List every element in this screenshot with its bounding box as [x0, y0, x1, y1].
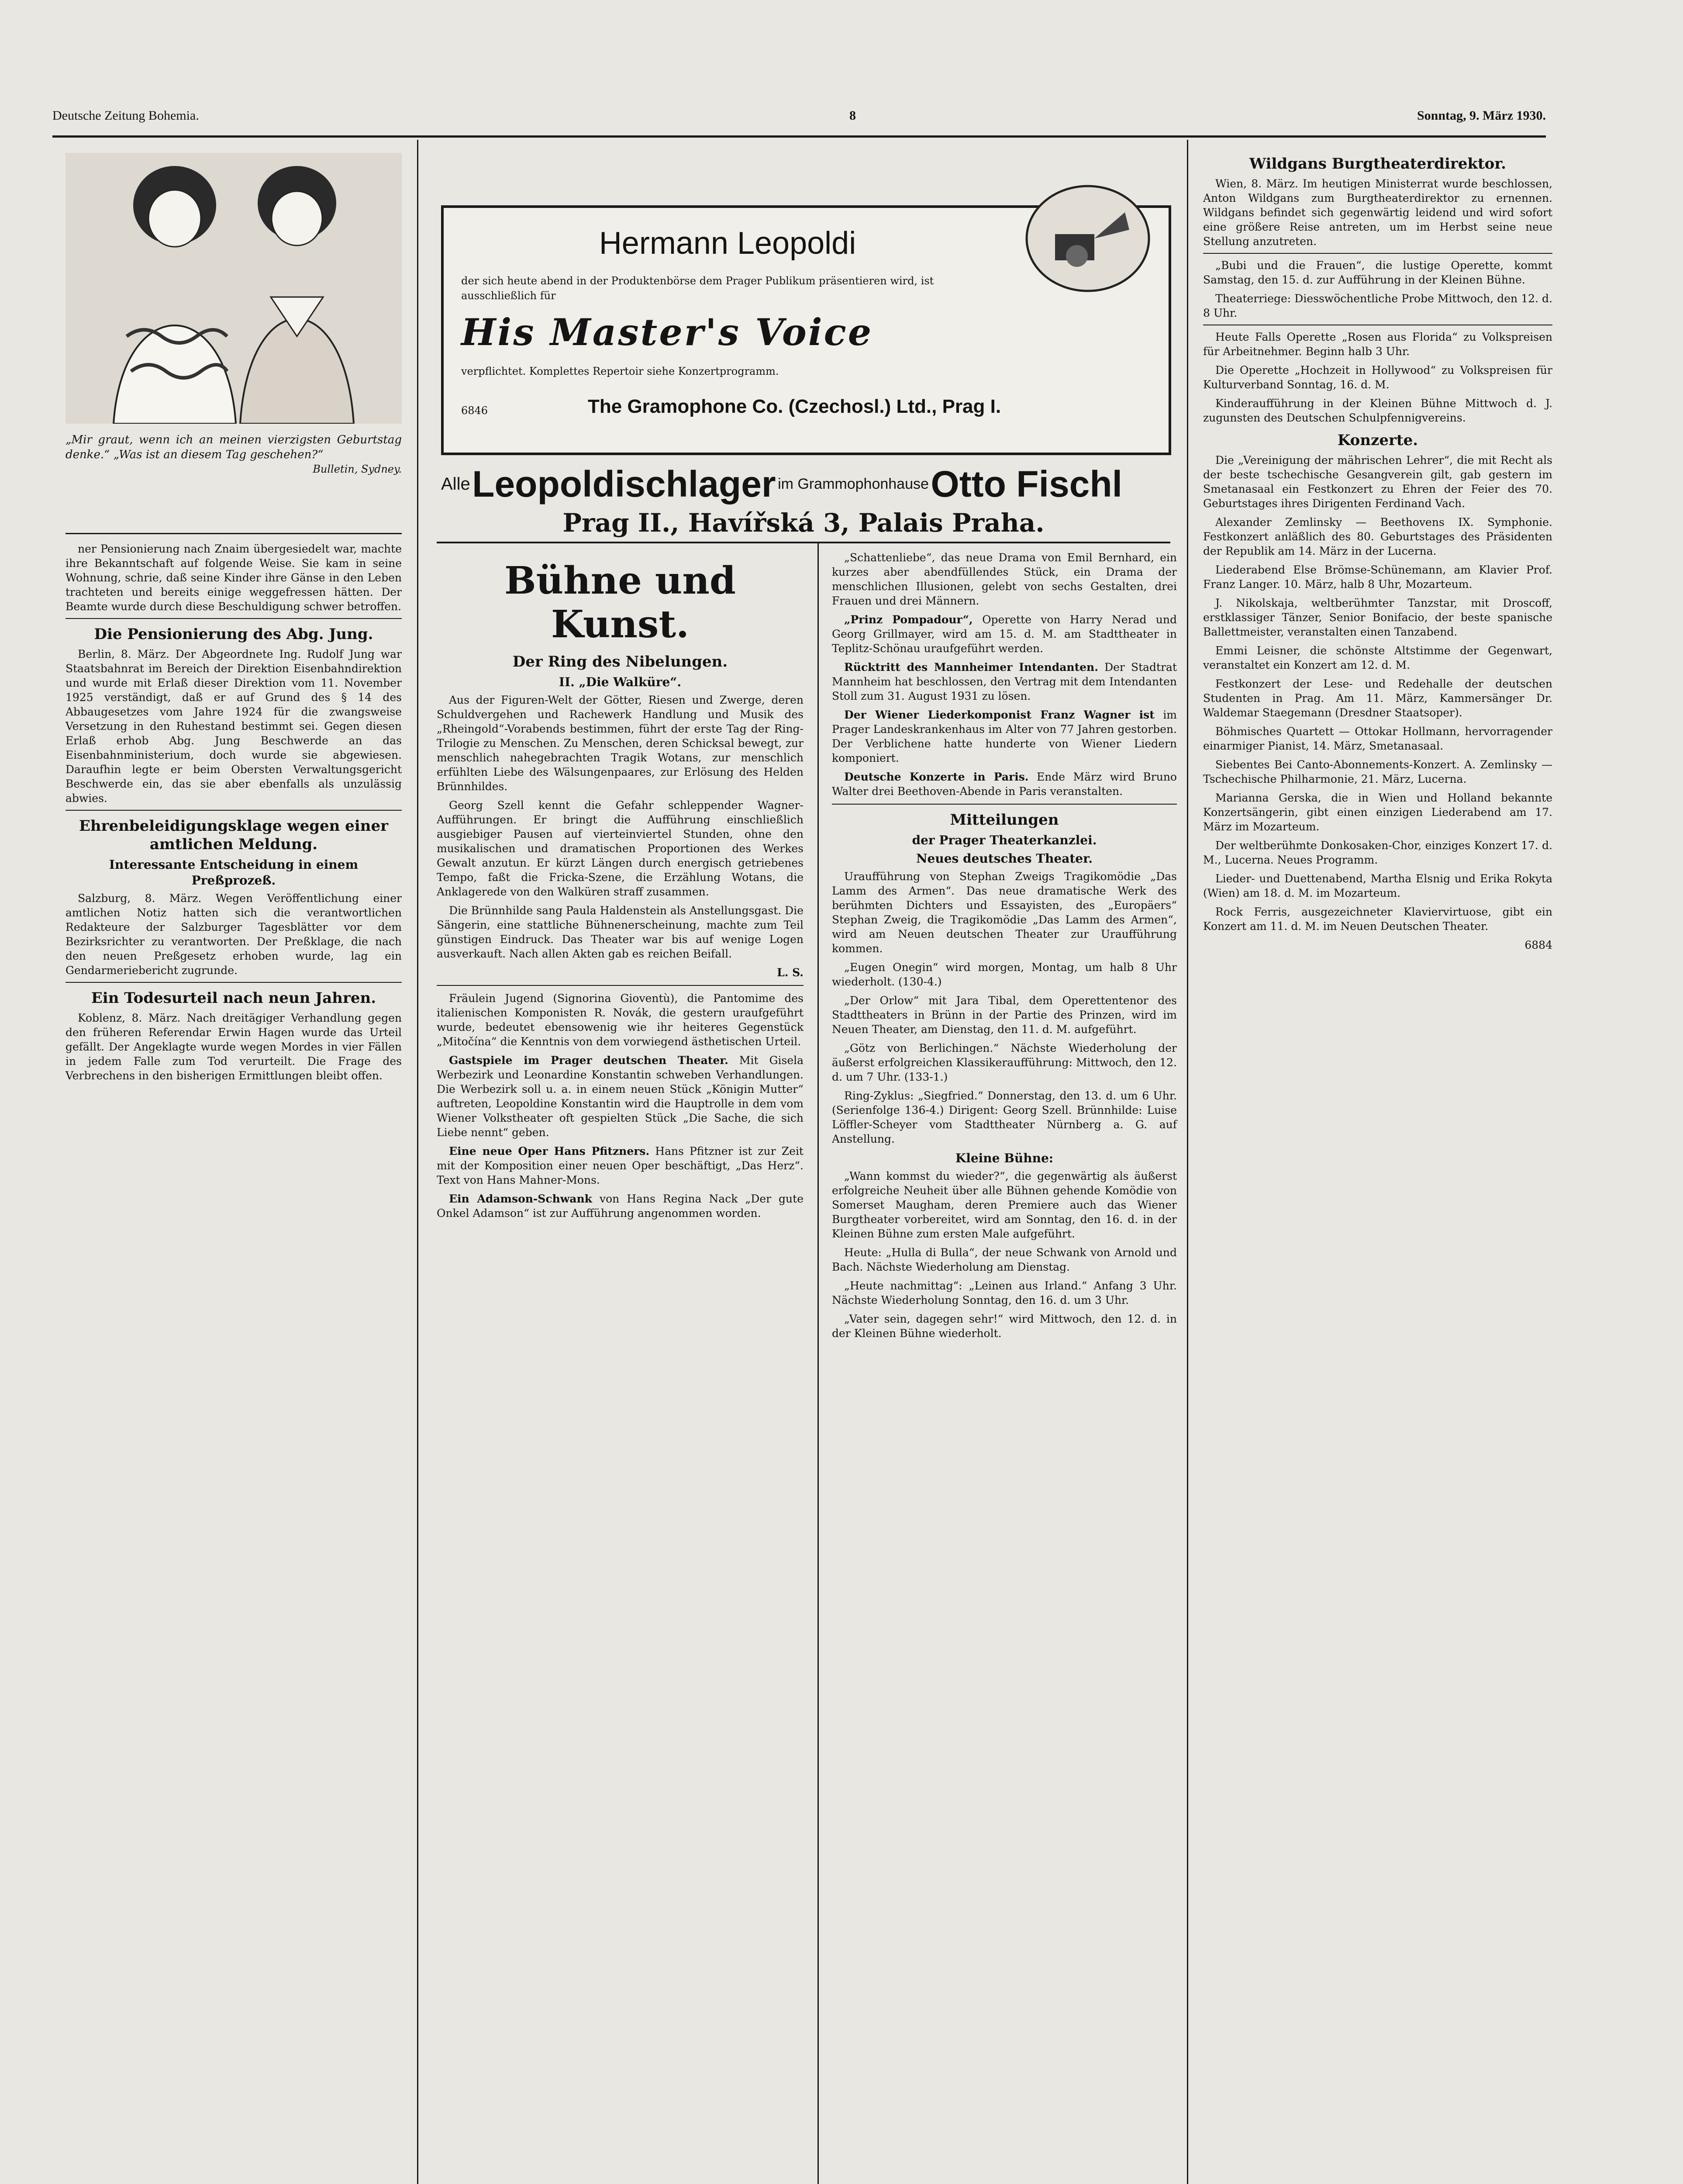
item-title: Ein Adamson-Schwank [449, 1192, 592, 1205]
article-subtitle: II. „Die Walküre“. [559, 675, 682, 689]
article-body: Salzburg, 8. März. Wegen Veröffentlichung einer amtlichen Notiz hatten sich die verantwortlichen Redakteure der Salzburger Tagesblätter vor dem Bezirksrichter zu verantworten. Der Preßklage, die nach den neuen Preßgesetz erhoben wurde, lag ein Gendarmeriebericht zugrunde. [66, 892, 402, 977]
item-body: Uraufführung von Stephan Zweigs Tragikomödie „Das Lamm des Armen“. Das neue dramatische Werk des berühmten Dichters und Essayisten, des „Europäers“ Stephan Zweig, die Tragikomödie „Das Lamm des Armen“, wird am Neuen deutschen Theater zur Uraufführung kommen. [832, 870, 1177, 955]
article-body: Koblenz, 8. März. Nach dreitägiger Verhandlung gegen den früheren Referendar Erwin Hagen wurde das Urteil gefällt. Der Angeklagte wurde wegen Mordes in vier Fällen in jedem Falle zum Tod verurteilt. Die Frage des Verbrechens in den bisherigen Ermittlungen bleibt offen. [66, 1012, 402, 1082]
ad-word: im Grammophonhause [778, 476, 929, 492]
article-title: Ein Todesurteil nach neun Jahren. [91, 989, 376, 1007]
item-body: Die Operette „Hochzeit in Hollywood“ zu Volkspreisen für Kulturverband Sonntag, 16. d. M. [1203, 364, 1552, 391]
item-title: Gastspiele im Prager deutschen Theater. [449, 1054, 728, 1067]
column-divider [417, 140, 418, 2184]
ad-word: Alle [441, 474, 470, 494]
cartoon-illustration [66, 153, 402, 424]
column-3 [832, 550, 1177, 1345]
section-subtitle: Kleine Bühne: [955, 1151, 1054, 1165]
advertisement-gramophone [441, 205, 1171, 455]
item-body: Rock Ferris, ausgezeichneter Klaviervirtuose, gibt ein Konzert am 11. d. M. im Neuen Deutschen Theater. [1203, 905, 1552, 933]
article-subtitle: Interessante Entscheidung in einem Preßprozeß. [109, 857, 359, 888]
gramophone-logo-icon [1024, 182, 1151, 295]
section-rule [1203, 253, 1552, 254]
item-body: Lieder- und Duettenabend, Martha Elsnig und Erika Rokyta (Wien) am 18. d. M. im Mozarteum. [1203, 872, 1552, 899]
article-body: Die Brünnhilde sang Paula Haldenstein als Anstellungsgast. Die Sängerin, eine stattliche Bühnenerscheinung, machte zum Teil günstigen Eindruck. Das Theater war bis auf wenige Logen ausverkauft. Nach allen Akten gab es reichen Beifall. [437, 904, 804, 960]
intro-text: ner Pensionierung nach Znaim übergesiedelt war, machte ihre Bekanntschaft auf folgende Weise. Sie kam in seine Wohnung, schrie, daß seine Kinder ihre Gänse in den Leben trachteten und bereits einige weggefressen hätten. Der Beamte wurde durch diese Beschuldigung schwer betroffen. [66, 543, 402, 613]
advertisement-otto-fischl [441, 463, 1166, 542]
article-body: Georg Szell kennt die Gefahr schleppender Wagner-Aufführungen. Er bringt die Aufführung einschließlich ausgiebiger Pausen auf vierteinviertel Stunden, ohne den musikalischen und dramatischen Proportionen des Werkes Gewalt anzutun. Er kürzt Längen durch energisch getriebenes Tempo, faßt die Fricka-Szene, die Erzählung Wotans, die Anklagerede von den Walküren straff zusammen. [437, 799, 804, 898]
item-body: J. Nikolskaja, weltberühmter Tanzstar, mit Droscoff, erstklassiger Tänzer, Senior Bonifacio, der beste spanische Ballettmeister, veranstalten einen Tanzabend. [1203, 597, 1552, 638]
item-body: „Schattenliebe“, das neue Drama von Emil Bernhard, ein kurzes aber abendfüllendes Stück, ein Drama der menschlichen Illusionen, gelebt von sechs Gestalten, drei Frauen und drei Männern. [832, 551, 1177, 607]
section-rule [437, 985, 804, 986]
article-title: Wildgans Burgtheaterdirektor. [1249, 155, 1506, 173]
item-body: im Prager Landeskrankenhaus im Alter von 77 Jahren gestorben. Der Verblichene hatte hunderte von Wiener Liedern komponiert. [832, 708, 1177, 764]
article-signature: L. S. [777, 966, 804, 979]
item-body: „Heute nachmittag“: „Leinen aus Irland.“ Anfang 3 Uhr. Nächste Wiederholung Sonntag, den 16. d. um 3 Uhr. [832, 1279, 1177, 1306]
section-rule [66, 982, 402, 983]
ad-address: Prag II., Havířská 3, Palais Praha. [562, 508, 1045, 538]
item-title: Der Wiener Liederkomponist Franz Wagner ist [844, 708, 1155, 721]
ad-brand: His Master's Voice [461, 311, 873, 354]
item-body: Der Stadtrat Mannheim hat beschlossen, den Vertrag mit dem Intendanten Stoll zum 31. August 1931 zu lösen. [832, 661, 1177, 702]
section-rule [437, 542, 1170, 543]
column-1 [66, 542, 402, 1087]
item-body: Operette von Harry Nerad und Georg Grillmayer, wird am 15. d. M. am Stadttheater in Teplitz-Schönau uraufgeführt werden. [832, 613, 1177, 655]
item-body: Liederabend Else Brömse-Schünemann, am Klavier Prof. Franz Langer. 10. März, halb 8 Uhr, Mozarteum. [1203, 563, 1552, 591]
page-header [52, 108, 1546, 135]
ad-text: der sich heute abend in der Produktenbörse dem Prager Publikum präsentieren wird, ist ausschließlich für [461, 275, 934, 302]
item-body: Kinderaufführung in der Kleinen Bühne Mittwoch d. J. zugunsten des Deutschen Schulpfennigvereins. [1203, 397, 1552, 424]
section-subtitle: Neues deutsches Theater. [916, 851, 1093, 866]
item-body: Hans Pfitzner ist zur Zeit mit der Komposition einer neuen Oper beschäftigt, „Das Herz“. Text von Hans Mahner-Mons. [437, 1145, 804, 1186]
section-rule [66, 533, 402, 534]
item-body: Böhmisches Quartett — Ottokar Hollmann, hervorragender einarmiger Pianist, 14. März, Smetanasaal. [1203, 725, 1552, 752]
item-body: Emmi Leisner, die schönste Altstimme der Gegenwart, veranstaltet ein Konzert am 12. d. M. [1203, 644, 1552, 671]
issue-date: Sonntag, 9. März 1930. [1417, 108, 1546, 123]
newspaper-title: Deutsche Zeitung Bohemia. [52, 108, 199, 123]
item-body: Ring-Zyklus: „Siegfried.“ Donnerstag, den 13. d. um 6 Uhr. (Serienfolge 136-4.) Dirigent: Georg Szell. Brünnhilde: Luise Löffler-Scheyer vom Stadttheater Nürnberg a. G. auf Anstellung. [832, 1089, 1177, 1145]
section-rule [832, 804, 1177, 805]
column-divider [1187, 140, 1188, 2184]
item-body: Alexander Zemlinsky — Beethovens IX. Symphonie. Festkonzert anläßlich des 80. Geburtstages des Präsidenten der Republik am 14. März in der Lucerna. [1203, 516, 1552, 557]
ad-artist-name: Hermann Leopoldi [599, 226, 856, 261]
article-body: Fräulein Jugend (Signorina Gioventù), die Pantomime des italienischen Komponisten R. Novák, die gestern uraufgeführt wurde, bedeutet ebensowenig wie ihr heiteres Gegenstück „Mitočína“ die Kenntnis von dem vorwiegend ästhetischen Urteil. [437, 992, 804, 1048]
item-body: Siebentes Bei Canto-Abonnements-Konzert. A. Zemlinsky — Tschechische Philharmonie, 21. März, Lucerna. [1203, 758, 1552, 785]
ad-text: verpflichtet. Komplettes Repertoir siehe Konzertprogramm. [461, 365, 779, 377]
item-title: Eine neue Oper Hans Pfitzners. [449, 1145, 650, 1158]
section-title: Konzerte. [1337, 432, 1418, 449]
item-body: Der weltberühmte Donkosaken-Chor, einziges Konzert 17. d. M., Lucerna. Neues Programm. [1203, 839, 1552, 866]
article-title: Die Pensionierung des Abg. Jung. [94, 625, 373, 643]
item-title: Deutsche Konzerte in Paris. [844, 771, 1029, 783]
item-body: Heute: „Hulla di Bulla“, der neue Schwank von Arnold und Bach. Nächste Wiederholung am Dienstag. [832, 1246, 1177, 1273]
column-4 [1203, 149, 1552, 952]
column-2 [437, 550, 804, 1225]
article-title: Ehrenbeleidigungsklage wegen einer amtlichen Meldung. [79, 817, 388, 853]
column-divider [817, 542, 819, 2184]
item-body: Theaterriege: Diesswöchentliche Probe Mittwoch, den 12. d. 8 Uhr. [1203, 292, 1552, 319]
ad-code: 6884 [1524, 939, 1552, 951]
article-title: Der Ring des Nibelungen. [512, 653, 728, 670]
article-body: Berlin, 8. März. Der Abgeordnete Ing. Rudolf Jung war Staatsbahnrat im Bereich der Direktion Eisenbahndirektion und wurde mit Erlaß dieser Direktion vom 11. November 1925 verständigt, daß er auf Grund des § 14 des Abbaugesetzes vom Jahre 1924 für die zwangsweise Versetzung in den Ruhestand bestimmt sei. Gegen diesen Erlaß erhob Abg. Jung Beschwerde an das Eisenbahnministerium, doch wurde sie abgewiesen. Daraufhin legte er beim Obersten Verwaltungsgericht Beschwerde ein, das sie aber ebenfalls als unzulässig abwies. [66, 648, 402, 805]
item-body: „Der Orlow“ mit Jara Tibal, dem Operettentenor des Stadttheaters in Brünn in der Partie des Prinzen, wird im Neuen Theater, am Dienstag, den 11. d. M. aufgeführt. [832, 994, 1177, 1036]
section-title: Mitteilungen [950, 811, 1059, 829]
cartoon-source: Bulletin, Sydney. [313, 463, 402, 475]
item-body: Marianna Gerska, die in Wien und Holland bekannte Konzertsängerin, gibt einen einzigen Liederabend am 17. März im Mozarteum. [1203, 791, 1552, 833]
item-body: Die „Vereinigung der mährischen Lehrer“, die mit Recht als der beste tschechische Gesangverein gilt, gab gestern im Smetanasaal ein Festkonzert zu Ehren der Feier des 70. Geburtstages ihres Dirigenten Ferdinand Vach. [1203, 454, 1552, 510]
ad-main-text: Leopoldischlager [472, 463, 776, 505]
item-body: „Vater sein, dagegen sehr!“ wird Mittwoch, den 12. d. in der Kleinen Bühne wiederholt. [832, 1313, 1177, 1340]
item-body: „Eugen Onegin“ wird morgen, Montag, um halb 8 Uhr wiederholt. (130-4.) [832, 961, 1177, 988]
item-title: Rücktritt des Mannheimer Intendanten. [844, 661, 1098, 674]
item-body: Mit Gisela Werbezirk und Leonardine Konstantin schweben Verhandlungen. Die Werbezirk soll u. a. in einem neuen Stück „Königin Mutter“ auftreten, Leopoldine Konstantin wird die Hauptrolle in dem vom Wiener Volkstheater oft gespielten Stück „Die Sache, die sich Liebe nennt“ geben. [437, 1054, 804, 1139]
article-body: Wien, 8. März. Im heutigen Ministerrat wurde beschlossen, Anton Wildgans zum Burgtheaterdirektor zu ernennen. Wildgans befindet sich gegenwärtig leidend und wird sofort eine größere Reise antreten, um im Herbst seine neue Stellung anzutreten. [1203, 177, 1552, 248]
section-title: Bühne und Kunst. [504, 559, 736, 646]
section-rule [66, 810, 402, 811]
ad-company: The Gramophone Co. (Czechosl.) Ltd., Prag I. [588, 396, 1001, 417]
item-body: Festkonzert der Lese- und Redehalle der deutschen Studenten in Prag. Am 11. März, Kammersänger Dr. Waldemar Staegemann (Dresdner Staatsoper). [1203, 677, 1552, 719]
cartoon-caption-block [66, 432, 402, 477]
cartoon-caption: „Mir graut, wenn ich an meinen vierzigsten Geburtstag denke.“ „Was ist an diesem Tag geschehen?“ [66, 433, 402, 461]
section-rule [66, 618, 402, 619]
ad-shop-name: Otto Fischl [931, 463, 1123, 505]
item-body: „Wann kommst du wieder?“, die gegenwärtig als äußerst erfolgreiche Neuheit über alle Bühnen gehende Komödie von Somerset Maugham, deren Premiere auch das Wiener Burgtheater vorbereitet, wird am Sonntag, den 16. d. in der Kleinen Bühne zum ersten Male aufgeführt. [832, 1170, 1177, 1240]
header-rule [52, 135, 1546, 138]
item-title: „Prinz Pompadour“, [844, 613, 973, 626]
item-body: Heute Falls Operette „Rosen aus Florida“ zu Volkspreisen für Arbeitnehmer. Beginn halb 3 Uhr. [1203, 331, 1552, 358]
page-number: 8 [849, 108, 856, 123]
ad-code: 6846 [461, 404, 488, 417]
item-body: „Götz von Berlichingen.“ Nächste Wiederholung der äußerst erfolgreichen Klassikeraufführung: Mittwoch, den 12. d. um 7 Uhr. (133-1.) [832, 1042, 1177, 1083]
item-body: Ende März wird Bruno Walter drei Beethoven-Abende in Paris veranstalten. [832, 771, 1177, 798]
article-body: Aus der Figuren-Welt der Götter, Riesen und Zwerge, deren Schuldvergehen und Rachewerk Handlung und Musik des „Rheingold“-Vorabends bestimmen, führt der erste Tag der Ring-Trilogie zu Menschen. Zu Menschen, deren Schicksal bewegt, zur menschlich nahegebrachten Tragik Wotans, zur menschlich erfühlten Liebe des Wälsungenpaares, zur Erlösung des Helden Brünnhildes. [437, 694, 804, 793]
item-body: „Bubi und die Frauen“, die lustige Operette, kommt Samstag, den 15. d. zur Aufführung in der Kleinen Bühne. [1203, 259, 1552, 286]
section-subtitle: der Prager Theaterkanzlei. [912, 833, 1097, 847]
item-body: von Hans Regina Nack „Der gute Onkel Adamson“ ist zur Aufführung angenommen worden. [437, 1192, 804, 1220]
